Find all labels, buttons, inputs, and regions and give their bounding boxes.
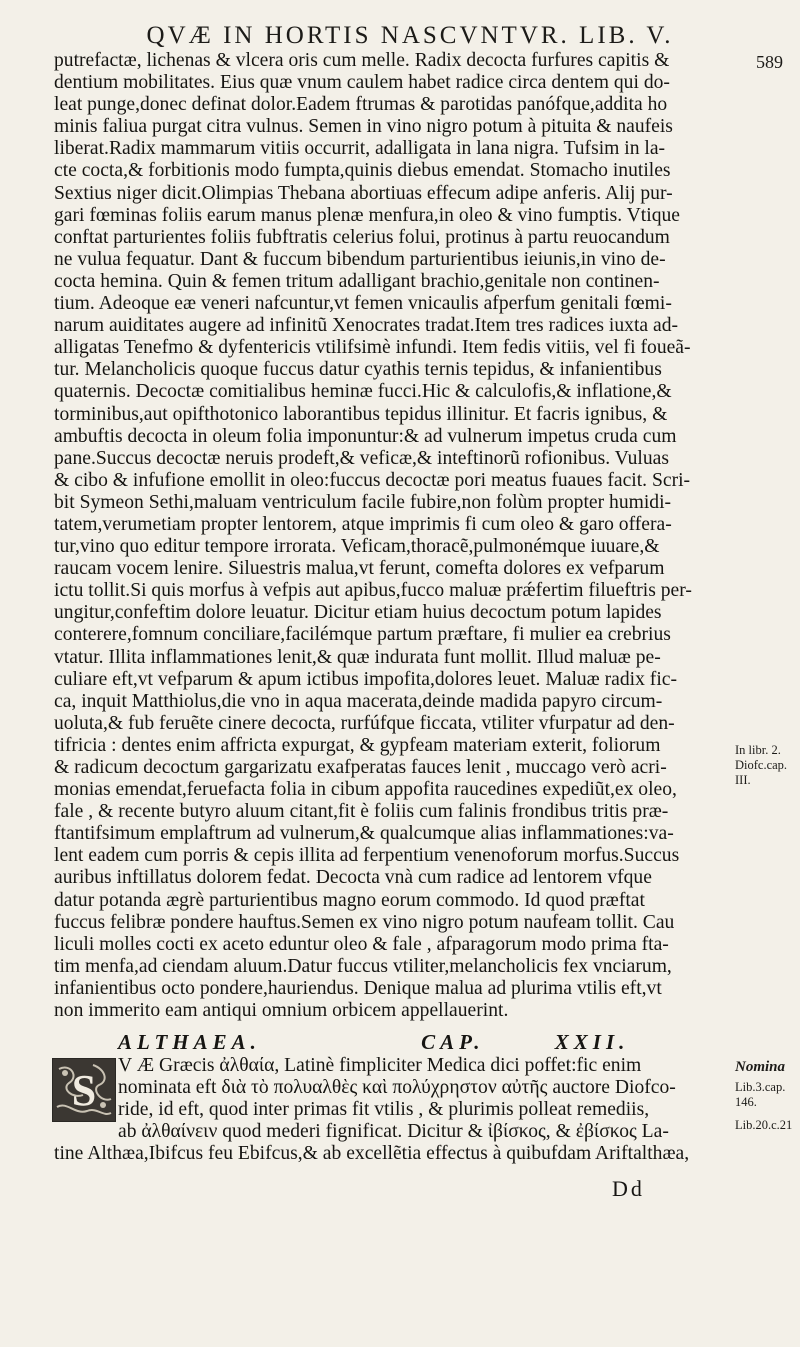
margin-note-line: Lib.3.cap.	[735, 1080, 786, 1094]
svg-text:S: S	[71, 1066, 97, 1115]
chapter-heading	[118, 1030, 678, 1055]
text-line: cte cocta,& forbitionis modo fumpta,quinis diebus emendat. Stomacho inutiles	[54, 160, 671, 182]
initial-ornament-icon	[53, 1059, 115, 1121]
text-line: monias emendat,feruefacta folia in cibum appofita raucedines expediũt,ex oleo,	[54, 779, 677, 801]
text-line: & radicum decoctum gargarizatu exafperatas fauces lenit , muccago verò acri-	[54, 757, 667, 778]
text-line: datur potanda ægrè parturientibus magno eorum commodo. Id quod præftat	[54, 889, 645, 911]
text-line: & cibo & infufione emollit in oleo:fuccus decoctæ pori meatus fuaues facit. Scri-	[54, 469, 691, 491]
text-line: raucam vocem lenire. Siluestris malua,vt ferunt, comefta dolores ex vefparum	[54, 558, 665, 580]
text-line: pane.Succus decoctæ neruis prodeft,& veficæ,& inteftinorũ rofionibus. Vuluas	[54, 447, 669, 469]
text-line: ambuftis decocta in oleum folia imponuntur:& ad vulnerum impetus cruda cum	[54, 425, 677, 447]
chapter-continuation-text	[54, 1143, 730, 1165]
chapter-number: XXII.	[554, 1030, 630, 1054]
margin-note-nomina	[735, 1060, 792, 1133]
margin-note-line: 146.	[735, 1095, 757, 1109]
text-line: leat punge,donec definat dolor.Eadem ftrumas & parotidas panófque,addita ho	[54, 94, 668, 116]
margin-note-line: Lib.20.c.21	[735, 1118, 793, 1132]
text-line: V Æ Græcis ἀλθαία, Latinè fimpliciter Medica dici poffet:fic enim	[118, 1055, 642, 1076]
decorated-initial-letter	[52, 1058, 116, 1122]
text-line: narum auiditates augere ad infinitũ Xenocrates tradat.Item tres radices iuxta ad-	[54, 315, 679, 337]
text-line: non immerito eam antiqui omnium orbicem appellauerint.	[54, 1000, 509, 1022]
main-text-block	[54, 50, 730, 1022]
text-line: tur. Melancholicis quoque fuccus datur cyathis ternis tepidus, & infanientibus	[54, 359, 662, 381]
text-line: tium. Adeoque eæ veneri nafcuntur,vt femen vnicaulis afperfum genitali fœmi-	[54, 293, 672, 315]
text-line: uoluta,& fub feruẽte cinere decocta, rurfúfque ficcata, vtiliter vfurpatur ad den-	[54, 712, 675, 734]
text-line: Sextius niger dicit.Olimpias Thebana abortiuas effecum adipe anferis. Alij pur-	[54, 182, 673, 204]
page-number: 589	[756, 52, 783, 72]
text-line: ictu tollit.Si quis morfus à vefpis aut apibus,fucco maluæ prǽfertim filueftris per-	[54, 580, 692, 602]
text-line: culiare eft,vt vefparum & apum ictibus impofita,dolores leuet. Maluæ radix fic-	[54, 668, 678, 690]
text-line: dentium mobilitates. Eius quæ vnum caulem habet radice circa dentem qui do-	[54, 72, 670, 94]
text-line: minis faliua purgat citra vulnus. Semen in vino nigro potum à pituita & naufeis	[54, 116, 673, 138]
text-line: vtatur. Illita inflammationes lenit,& quæ indurata funt mollit. Illud maluæ pe-	[54, 646, 661, 668]
text-line: infanientibus octo pondere,hauriendus. Denique malua ad plurima vtilis eft,vt	[54, 977, 662, 999]
text-line: quaternis. Decoctæ comitialibus heminæ fucci.Hic & calculofis,& inflatione,&	[54, 381, 672, 403]
text-line: conftat parturientes foliis fubftratis celerius folui, protinus à partu reuocandum	[54, 226, 670, 248]
margin-note-dioscorides	[735, 743, 787, 788]
chapter-title: ALTHAEA.	[118, 1030, 261, 1054]
text-line: alligatas Tenefmo & dyfentericis vtilifsimè infundi. Item fedis vitiis, vel fi foueã-	[54, 337, 691, 359]
text-line: cocta hemina. Quin & femen tritum adalligant brachio,genitale non continen-	[54, 270, 660, 292]
text-line: fale , & recente butyro aluum citant,fit è foliis cum falinis frondibus tritis præ-	[54, 801, 669, 823]
text-line: bit Symeon Sethi,maluam ventriculum facile fubire,non folùm propter humidi-	[54, 491, 672, 513]
text-line: nominata eft διὰ τὸ πολυαλθὲς καὶ πολύχρηστον αὐτῆς auctore Diofco-	[118, 1077, 676, 1099]
running-head: QVÆ IN HORTIS NASCVNTVR. LIB. V.	[146, 22, 674, 49]
text-line: ca, inquit Matthiolus,die vno in aqua macerata,deinde madida papyro circum-	[54, 690, 663, 712]
margin-note-heading: Nomina	[735, 1059, 786, 1075]
text-line: ne vulua fequatur. Dant & fuccum bibendum parturientibus ieiunis,in vino de-	[54, 248, 666, 270]
text-line: liberat.Radix mammarum vitiis occurrit, adalligata in lana nigra. Tufsim in la-	[54, 138, 666, 160]
text-line: putrefactæ, lichenas & vlcera oris cum melle. Radix decocta furfures capitis &	[54, 50, 670, 71]
text-line: tatem,verumetiam propter lentorem, atque imprimis fi cum oleo & garo offera-	[54, 513, 672, 535]
text-line: torminibus,aut opifthotonico laborantibus tepidus illinitur. Et facris ignibus, &	[54, 403, 668, 425]
text-line: liculi molles cocti ex aceto eduntur oleo & fale , afparagorum modo prima fta-	[54, 933, 669, 955]
text-line: gari fœminas foliis earum manus plenæ menfura,in oleo & vino fumptis. Vtique	[54, 204, 680, 226]
text-line: tine Althæa,Ibifcus feu Ebifcus,& ab excellẽtia effectus à quibufdam Ariftalthæa,	[54, 1143, 690, 1164]
text-line: ride, id eft, quod inter primas fit vtilis , & plurimis polleat remediis,	[118, 1099, 650, 1121]
text-line: conterere,fomnum conciliare,facilémque partum præftare, fi mulier ea crebrius	[54, 624, 671, 646]
text-line: ftantifsimum emplaftrum ad vulnerum,& qualcumque alias inflammationes:va-	[54, 823, 674, 845]
margin-note-line: In libr. 2.	[735, 743, 781, 757]
text-line: tur,vino quo editur tempore irrorata. Veficam,thoracẽ,pulmonémque iuuare,&	[54, 536, 660, 558]
text-line: ab ἀλθαίνειν quod mederi fignificat. Dicitur & ἰβίσκος, & ἐβίσκος La-	[118, 1121, 669, 1143]
margin-note-line: III.	[735, 773, 751, 787]
text-line: fuccus felibræ pondere hauftus.Semen ex vino nigro potum naufeam tollit. Cau	[54, 911, 675, 933]
text-line: auribus inftillatus dolorem fedat. Decocta vnà cum radice ad lentorem vfque	[54, 867, 652, 889]
signature-mark: Dd	[612, 1176, 645, 1201]
text-line: tifricia : dentes enim affricta expurgat, & gypfeam materiam exterit, foliorum	[54, 734, 661, 756]
text-line: tim menfa,ad ciendam aluum.Datur fuccus vtiliter,melancholicis fex vnciarum,	[54, 955, 672, 977]
text-line: lent eadem cum porris & cepis illita ad ferpentium venenoforum morfus.Succus	[54, 845, 680, 867]
chapter-label: CAP.	[421, 1030, 485, 1054]
chapter-opening-text	[118, 1055, 730, 1143]
margin-note-line: Diofc.cap.	[735, 758, 788, 772]
text-line: ungitur,confeftim dolore leuatur. Dicitur etiam huius decoctum potum lapides	[54, 602, 662, 624]
